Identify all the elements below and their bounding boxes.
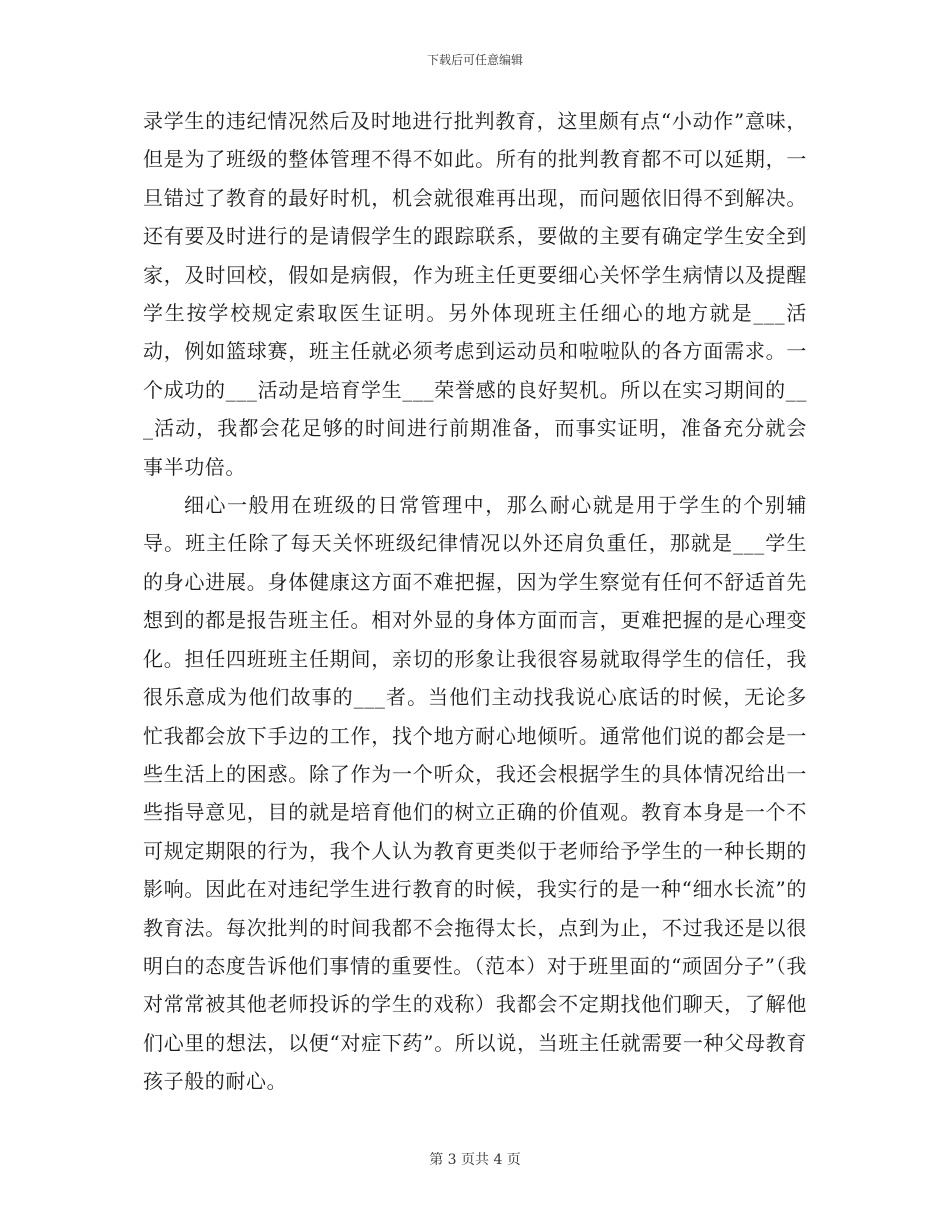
page-header: 下载后可任意编辑 [426,53,523,67]
paragraph-1: 录学生的违纪情况然后及时地进行批判教育，这里颇有点“小动作”意味，但是为了班级的整体管理不得不如此。所有的批判教育都不可以延期，一旦错过了教育的最好时机，机会就很难再出现，而问题依旧得不到解决。还有要及时进行的是请假学生的跟踪联系，要做的主要有确定学生安全到家，及时回校，假如是病假，作为班主任更要细心关怀学生病情以及提醒学生按学校规定索取医生证明。另外体现班主任细心的地方就是___活动，例如篮球赛，班主任就必须考虑到运动员和啦啦队的各方面需求。一个成功的___活动是培育学生___荣誉感的良好契机。所以在实习期间的___活动，我都会花足够的时间进行前期准备，而事实证明，准备充分就会事半功倍。 [143,109,807,479]
page-footer: 第 3 页共 4 页 [429,1152,521,1168]
paragraph-2: 细心一般用在班级的日常管理中，那么耐心就是用于学生的个别辅导。班主任除了每天关怀班级纪律情况以外还肩负重任，那就是___学生的身心进展。身体健康这方面不难把握，因为学生察觉有任何不舒适首先想到的都是报告班主任。相对外显的身体方面而言，更难把握的是心理变化。担任四班班主任期间，亲切的形象让我很容易就取得学生的信任，我很乐意成为他们故事的___者。当他们主动找我说心底话的时候，无论多忙我都会放下手边的工作，找个地方耐心地倾听。通常他们说的都会是一些生活上的困惑。除了作为一个听众，我还会根据学生的具体情况给出一些指导意见，目的就是培育他们的树立正确的价值观。教育本身是一个不可规定期限的行为，我个人认为教育更类似于老师给予学生的一种长期的影响。因此在对违纪学生进行教育的时候，我实行的是一种“细水长流”的教育法。每次批判的时间我都不会拖得太长，点到为止，不过我还是以很明白的态度告诉他们事情的重要性。（范本）对于班里面的“顽固分子”（我对常常被其他老师投诉的学生的戏称）我都会不定期找他们聊天，了解他们心里的想法，以便“对症下药”。所以说，当班主任就需要一种父母教育孩子般的耐心。 [143,493,807,1094]
document-body [143,102,807,1101]
